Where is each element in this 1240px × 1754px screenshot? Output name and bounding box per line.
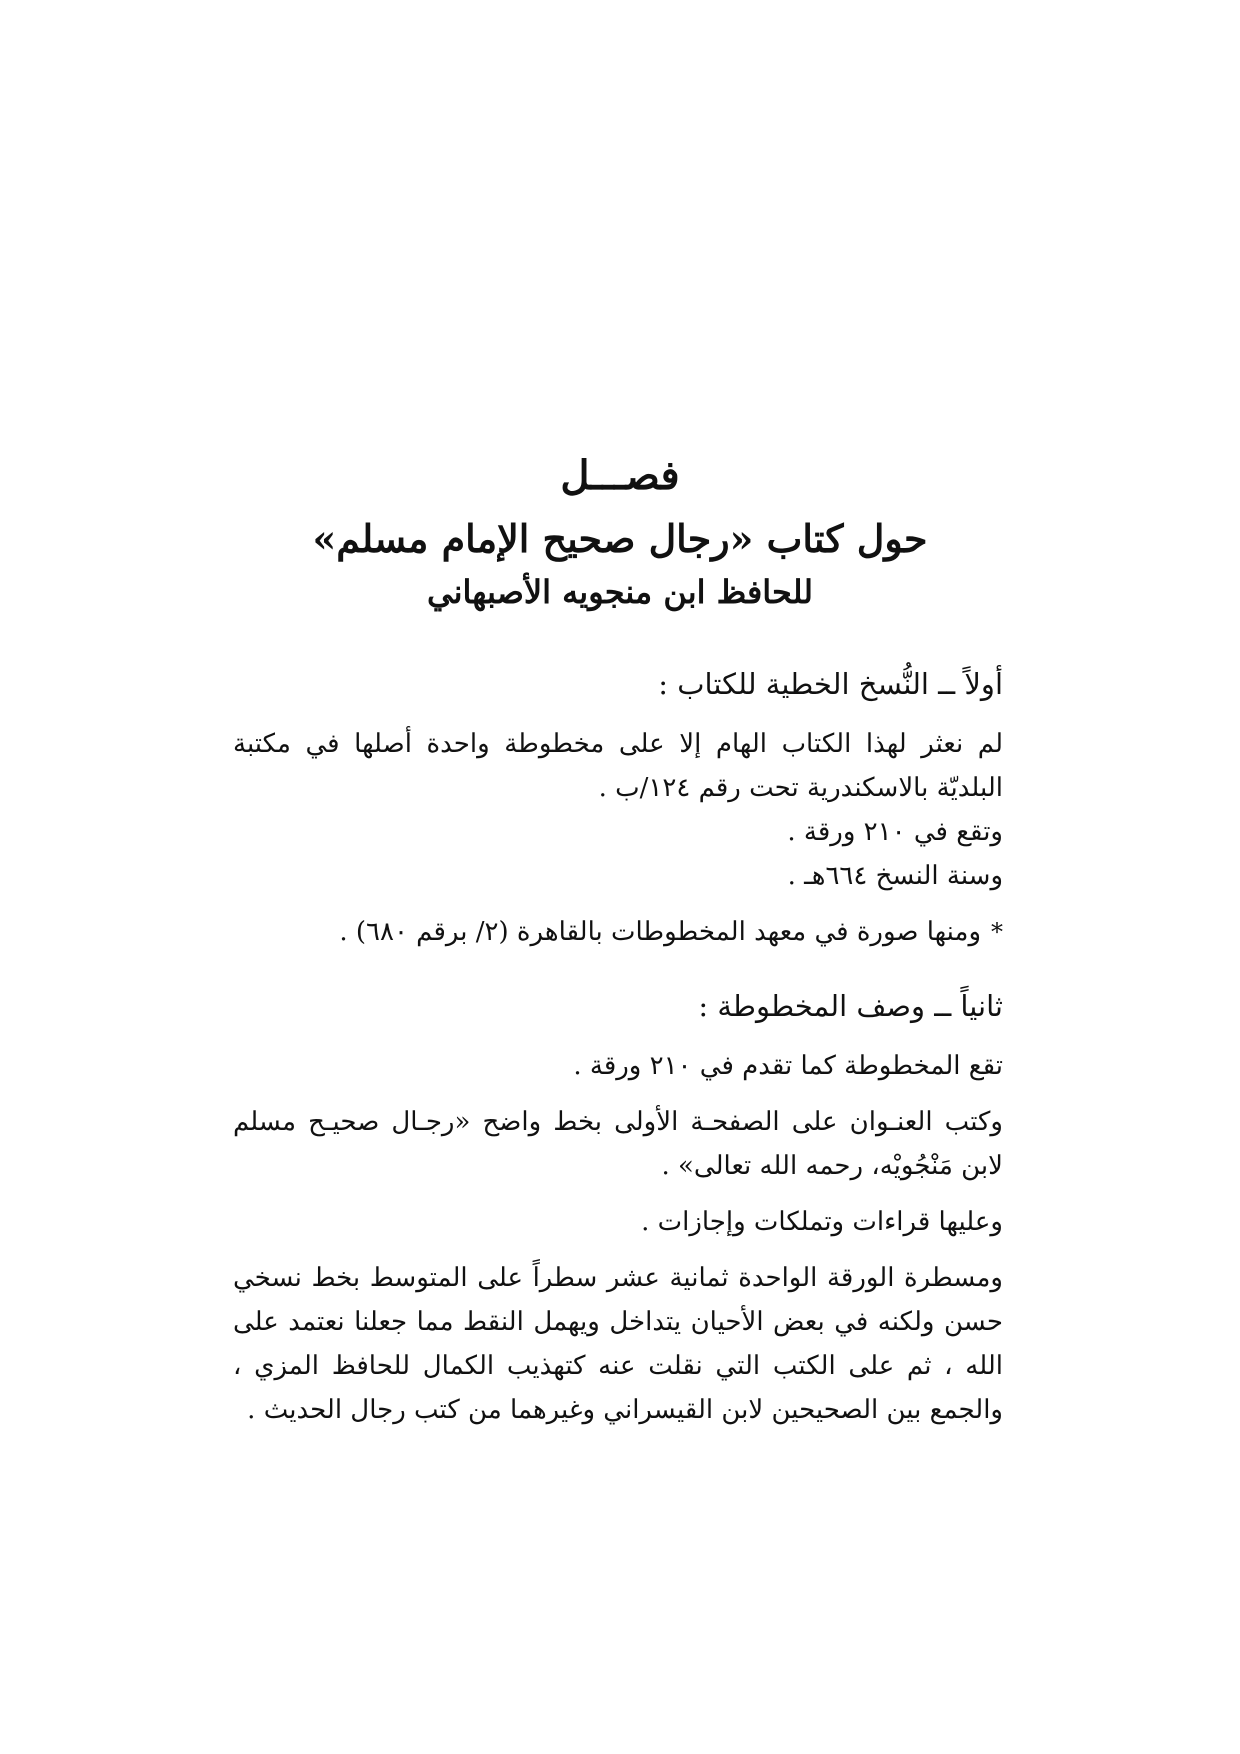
paragraph-manuscript-location: لم نعثر لهذا الكتاب الهام إلا على مخطوطة واحدة أصلها في مكتبة البلديّة بالاسكندرية تحت رقم ١٢٤/ب . [233, 729, 1003, 803]
paragraph-title-page: وكتب العنـوان على الصفحـة الأولى بخط واضح «رجـال صحيـح مسلم لابن مَنْجُويْه، رحمه الله تعالى» . [233, 1107, 1003, 1181]
paragraph-line-count: ومسطرة الورقة الواحدة ثمانية عشر سطراً على المتوسط بخط نسخي حسن ولكنه في بعض الأحيان يتداخل ويهمل النقط مما جعلنا نعتمد على الله ، ثم على الكتب التي نقلت عنه كتهذيب الكمال للحافظ المزي ، والجمع بين الصحيحين لابن القيسراني وغيرهما من كتب رجال الحديث . [233, 1263, 1003, 1425]
paragraph-copy-note [233, 910, 1003, 954]
copy-note-text: ومنها صورة في معهد المخطوطات بالقاهرة (٢/ برقم ٦٨٠) . [339, 917, 981, 947]
chapter-heading-block [200, 448, 1040, 616]
asterisk-marker: * [991, 918, 1003, 946]
paragraph-copy-year: وسنة النسخ ٦٦٤هـ . [787, 861, 1003, 891]
paragraph-leaf-count: وتقع في ٢١٠ ورقة . [787, 817, 1003, 847]
section-heading-manuscripts: أولاً ــ النُّسخ الخطية للكتاب : [658, 667, 1003, 701]
book-title: حول كتاب «رجال صحيح الإمام مسلم» [312, 516, 928, 561]
author-line: للحافظ ابن منجويه الأصبهاني [426, 573, 814, 611]
paragraph-readings: وعليها قراءات وتملكات وإجازات . [641, 1207, 1003, 1237]
chapter-title: فصـــل [560, 452, 680, 499]
section-heading-description: ثانياً ــ وصف المخطوطة : [698, 989, 1003, 1023]
section-spacer [233, 966, 1003, 982]
paragraph-description-leaves: تقع المخطوطة كما تقدم في ٢١٠ ورقة . [573, 1051, 1003, 1081]
body-text [233, 660, 1003, 1444]
